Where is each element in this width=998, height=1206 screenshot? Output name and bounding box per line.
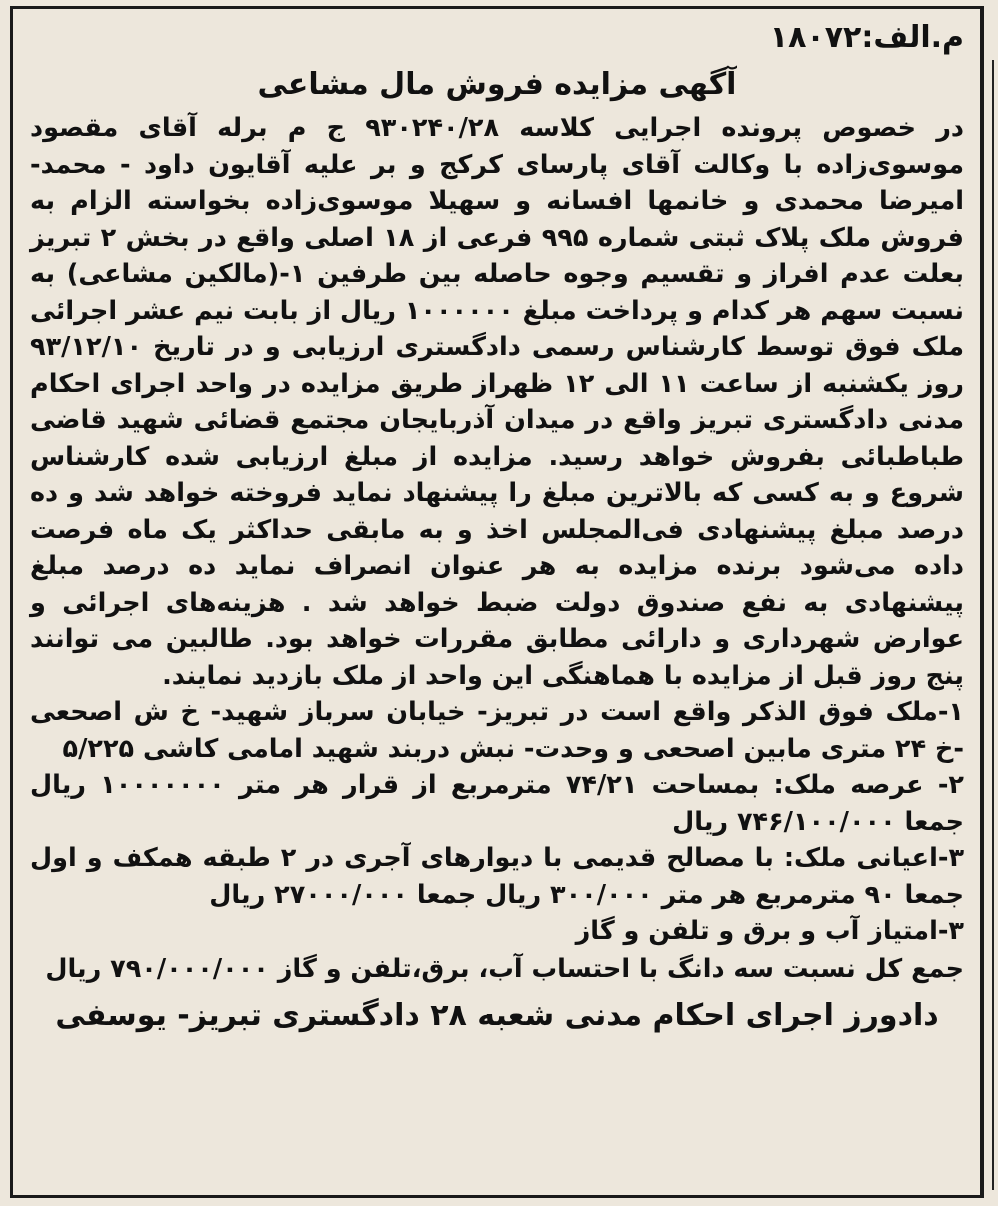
property-details-list bbox=[30, 694, 964, 950]
property-detail-item: ۳-اعیانی ملک: با مصالح قدیمی با دیوارهای آجری در ۲ طبقه همکف و اول جمعا ۹۰ مترمربع هر متر ۳۰۰/۰۰۰ ریال جمعا ۲۷۰۰۰/۰۰۰ ریال bbox=[30, 843, 965, 910]
notice-body: در خصوص پرونده اجرایی کلاسه ۹۳۰۲۴۰/۲۸ ج م برله آقای مقصود موسوی‌زاده با وکالت آقای پارسای کرکج و بر علیه آقایون داود - محمد- امیرضا محمدی و خانمها افسانه و سهیلا موسوی‌زاده بخواسته الزام به فروش ملک پلاک ثبتی شماره ۹۹۵ فرعی از ۱۸ اصلی واقع در بخش ۲ تبریز بعلت عدم افراز و تقسیم وجوه حاصله بین طرفین ۱-(مالکین مشاعی) به نسبت سهم هر کدام و پرداخت مبلغ ۱۰۰۰۰۰۰ ریال از بابت نیم عشر اجرائی ملک فوق توسط کارشناس رسمی دادگستری ارزیابی و در تاریخ ۹۳/۱۲/۱۰ روز یکشنبه از ساعت ۱۱ الی ۱۲ ظهراز طریق مزایده در واحد اجرای احکام مدنی دادگستری تبریز واقع در میدان آذربایجان مجتمع قضائی شهید قاضی طباطبائی بفروش خواهد رسید. مزایده از مبلغ ارزیابی شده کارشناس شروع و به کسی که بالاترین مبلغ را پیشنهاد نماید فروخته خواهد شد و ده درصد مبلغ پیشنهادی فی‌المجلس اخذ و به مابقی حداکثر یک ماه فرصت داده می‌شود برنده مزایده به هر عنوان انصراف نماید ده درصد مبلغ پیشنهادی به نفع صندوق دولت ضبط خواهد شد . هزینه‌های اجرائی و عوارض شهرداری و دارائی مطابق مقررات خواهد بود. طالبین می توانند پنج روز قبل از مزایده با هماهنگی این واحد از ملک بازدید نمایند. bbox=[30, 113, 964, 691]
notice-content bbox=[30, 16, 964, 1194]
property-detail-item: ۳-امتیاز آب و برق و تلفن و گاز bbox=[575, 916, 964, 946]
total-value: جمع کل نسبت سه دانگ با احتساب آب، برق،تلفن و گاز ۷۹۰/۰۰۰/۰۰۰ ریال bbox=[45, 953, 964, 984]
property-detail-item: ۱-ملک فوق الذکر واقع است در تبریز- خیابان سرباز شهید- خ ش اصحعی -خ ۲۴ متری مابین اصحعی و وحدت- نبش دربند شهید امامی کاشی ۵/۲۲۵ bbox=[30, 697, 964, 764]
property-detail-item: ۲- عرصه ملک: بمساحت ۷۴/۲۱ مترمربع از قرار هر متر ۱۰۰۰۰۰۰۰ ریال جمعا ۷۴۶/۱۰۰/۰۰۰ ریال bbox=[30, 770, 964, 837]
clipping-edge-line bbox=[992, 60, 994, 1190]
signature-line: دادورز اجرای احکام مدنی شعبه ۲۸ دادگستری تبریز- یوسفی bbox=[55, 997, 939, 1033]
notice-reference-number: م.الف:۱۸۰۷۲ bbox=[769, 20, 964, 55]
notice-title: آگهی مزایده فروش مال مشاعی bbox=[257, 67, 737, 102]
